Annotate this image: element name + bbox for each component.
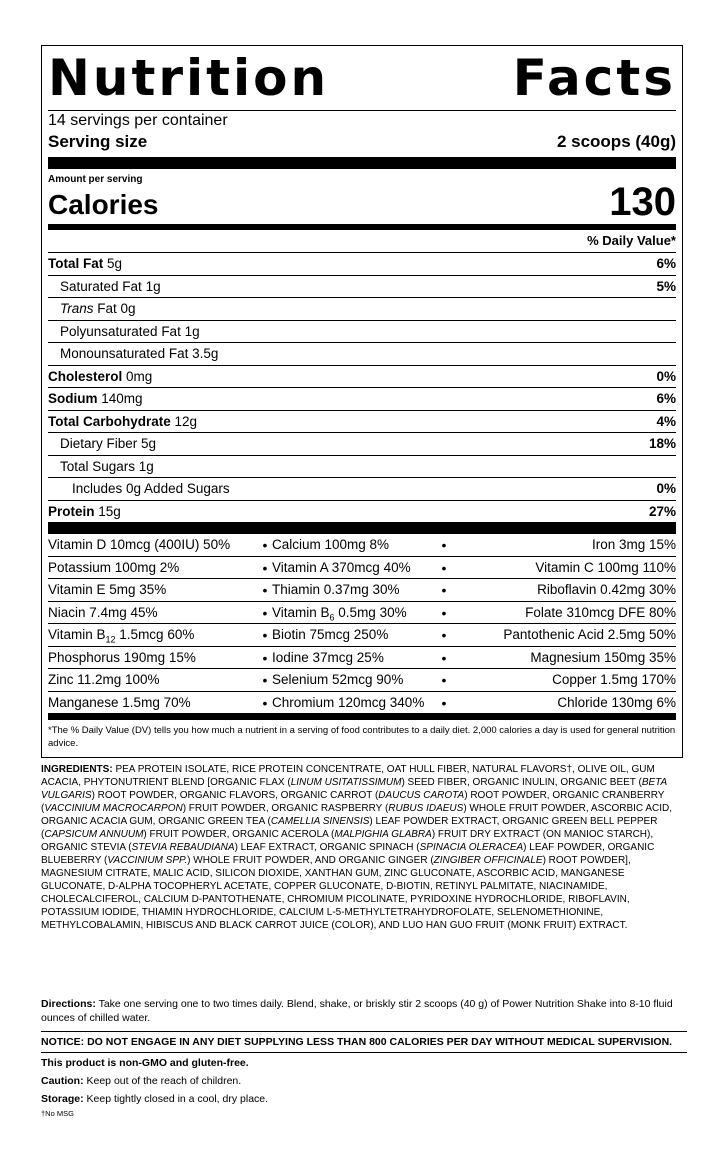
- nutrient-name: Dietary Fiber 5g: [60, 436, 157, 451]
- nutrient-name: Polyunsaturated Fat 1g: [60, 323, 200, 339]
- nutrient-row: [48, 275, 676, 298]
- bullet-separator: •: [437, 534, 451, 557]
- servings-per-container: 14 servings per container: [48, 112, 228, 129]
- bullet-separator: •: [437, 647, 451, 670]
- nutrient-name: Sodium 140mg: [48, 391, 143, 406]
- vitamin-cell: Chromium 120mcg 340%: [272, 692, 437, 715]
- vitamin-cell: Pantothenic Acid 2.5mg 50%: [451, 624, 676, 647]
- nutrient-dv: 5%: [656, 278, 676, 294]
- vitamin-cell: Selenium 52mcg 90%: [272, 669, 437, 692]
- nutrient-row: [48, 320, 676, 343]
- nutrient-name: Monounsaturated Fat 3.5g: [60, 346, 219, 361]
- nutrient-dv: 18%: [648, 436, 676, 451]
- nutrient-row: [48, 365, 676, 388]
- bullet-separator: •: [258, 624, 272, 647]
- caution: Caution: Keep out of the reach of children.: [41, 1075, 242, 1087]
- bullet-separator: •: [258, 647, 272, 670]
- nutrient-dv: 6%: [656, 256, 676, 271]
- vitamin-cell: Manganese 1.5mg 70%: [48, 692, 258, 715]
- non-gmo: This product is non-GMO and gluten-free.: [41, 1057, 249, 1069]
- title-right: Facts: [512, 49, 676, 107]
- bullet-separator: •: [437, 602, 451, 625]
- amount-per-serving: Amount per serving: [48, 174, 143, 185]
- vitamin-cell: Folate 310mcg DFE 80%: [451, 602, 676, 625]
- vitamin-cell: Niacin 7.4mg 45%: [48, 602, 258, 625]
- nutrient-name: Total Carbohydrate 12g: [48, 413, 198, 429]
- vitamin-cell: Biotin 75mcg 250%: [272, 624, 437, 647]
- nutrient-row: [48, 477, 676, 500]
- nutrient-dv: 0%: [656, 481, 676, 496]
- nutrient-row: [48, 500, 676, 523]
- nutrient-name: Total Fat 5g: [48, 256, 123, 271]
- nutrient-row: [48, 432, 676, 455]
- panel-title: [48, 46, 676, 110]
- vitamin-cell: Chloride 130mg 6%: [451, 692, 676, 715]
- nutrient-name: Cholesterol 0mg: [48, 368, 153, 384]
- bullet-separator: •: [437, 669, 451, 692]
- nutrient-dv: 27%: [648, 503, 676, 519]
- nutrient-row: [48, 342, 676, 365]
- nutrient-dv: 4%: [656, 413, 676, 429]
- vitamin-cell: Vitamin $B_{12}$ 1.5mcg 60%: [48, 624, 258, 647]
- bullet-separator: •: [437, 624, 451, 647]
- nutrition-facts-panel: [41, 45, 683, 758]
- nutrient-row: [48, 297, 676, 320]
- vitamin-cell: Vitamin C 100mg 110%: [451, 557, 676, 580]
- nutrient-name: Includes 0g Added Sugars: [72, 481, 230, 496]
- thick-divider: [48, 157, 676, 169]
- extra-info: [41, 1054, 687, 1120]
- vitamin-cell: Potassium 100mg 2%: [48, 557, 258, 580]
- nutrient-row: [48, 387, 676, 410]
- vitamin-cell: Vitamin $B_6$ 0.5mg 30%: [272, 602, 437, 625]
- bullet-separator: •: [258, 579, 272, 602]
- nutrient-dv: 6%: [656, 391, 676, 406]
- nutrient-dv: 0%: [656, 368, 676, 384]
- nutrient-name: Saturated Fat 1g: [60, 278, 161, 294]
- vitamin-cell: Zinc 11.2mg 100%: [48, 669, 258, 692]
- vitamin-cell: Iodine 37mcg 25%: [272, 647, 437, 670]
- nutrient-row: [48, 252, 676, 275]
- storage: Storage: Keep tightly closed in a cool, dry place.: [41, 1093, 269, 1105]
- nutrient-name: Protein 15g: [48, 503, 121, 519]
- vitamin-cell: Vitamin D 10mcg (400IU) 50%: [48, 534, 258, 557]
- nutrient-name: Total Sugars 1g: [60, 458, 154, 474]
- nutrient-list: [48, 252, 676, 522]
- vitamin-cell: Vitamin E 5mg 35%: [48, 579, 258, 602]
- bullet-separator: •: [437, 692, 451, 715]
- directions: Directions: Take one serving one to two times daily. Blend, shake, or briskly stir 2 scoops (40 g) of Power Nutrition Shake into 8-10 fluid ounces of chilled water.: [41, 998, 673, 1024]
- no-msg-note: †No MSG: [41, 1109, 74, 1118]
- nutrient-row: [48, 410, 676, 433]
- bullet-separator: •: [258, 534, 272, 557]
- bullet-separator: •: [437, 557, 451, 580]
- vitamin-cell: Magnesium 150mg 35%: [451, 647, 676, 670]
- serving-size: Serving size 2 scoops (40g): [48, 132, 676, 151]
- vitamin-cell: Iron 3mg 15%: [451, 534, 676, 557]
- notice: NOTICE: DO NOT ENGAGE IN ANY DIET SUPPLYING LESS THAN 800 CALORIES PER DAY WITHOUT MEDICAL SUPERVISION.: [41, 1031, 687, 1053]
- vitamin-cell: Phosphorus 190mg 15%: [48, 647, 258, 670]
- thick-divider-2: [48, 522, 676, 534]
- nutrient-row: [48, 455, 676, 478]
- bullet-separator: •: [437, 579, 451, 602]
- vitamin-cell: Vitamin A 370mcg 40%: [272, 557, 437, 580]
- daily-value-header: % Daily Value*: [587, 233, 676, 248]
- vitamin-grid: [48, 534, 676, 714]
- bullet-separator: •: [258, 692, 272, 715]
- vitamin-cell: Copper 1.5mg 170%: [451, 669, 676, 692]
- vitamin-cell: Thiamin 0.37mg 30%: [272, 579, 437, 602]
- ingredients: INGREDIENTS: PEA PROTEIN ISOLATE, RICE PROTEIN CONCENTRATE, OAT HULL FIBER, NATURAL FLAVORS†, OLIVE OIL, GUM ACACIA, PHYTONUTRIENT BLEND [ORGANIC FLAX (LINUM USITATISSIMUM) SEED FIBER, ORGANIC INULIN, ORGANIC BEET (BETA VULGARIS) ROOT POWDER, ORGANIC FLAVORS, ORGANIC CARROT (DAUCUS CAROTA) ROOT POWDER, ORGANIC CRANBERRY (VACCINIUM MACROCARPON) FRUIT POWDER, ORGANIC RASPBERRY (RUBUS IDAEUS) WHOLE FRUIT POWDER, ASCORBIC ACID, ORGANIC ACACIA GUM, ORGANIC GREEN TEA (CAMELLIA SINENSIS) LEAF POWDER EXTRACT, ORGANIC GREEN BELL PEPPER (CAPSICUM ANNUUM) FRUIT POWDER, ORGANIC ACEROLA (MALPIGHIA GLABRA) FRUIT DRY EXTRACT (ON MANIOC STARCH), ORGANIC STEVIA (STEVIA REBAUDIANA) LEAF EXTRACT, ORGANIC SPINACH (SPINACIA OLERACEA) LEAF POWDER, ORGANIC BLUEBERRY (VACCINIUM SPP.) WHOLE FRUIT POWDER, AND ORGANIC GINGER (ZINGIBER OFFICINALE) ROOT POWDER], MAGNESIUM CITRATE, MALIC ACID, SILICON DIOXIDE, XANTHAN GUM, ZINC GLUCONATE, ASCORBIC ACID, MANGANESE GLUCONATE, D-ALPHA TOCOPHERYL ACETATE, COPPER GLUCONATE, D-BIOTIN, RETINYL PALMITATE, NIACINAMIDE, CHOLECALCIFEROL, CALCIUM D-PANTOTHENATE, CHROMIUM PICOLINATE, PYRIDOXINE HYDROCHLORIDE, RIBOFLAVIN, POTASSIUM IODIDE, THIAMIN HYDROCHLORIDE, CALCIUM L-5-METHYLTETRAHYDROFOLATE, SELENOMETHIONINE, METHYLCOBALAMIN, HIBISCUS AND BLACK CARROT JUICE (COLOR), AND LUO HAN GUO FRUIT (MONK FRUIT) EXTRACT.: [41, 764, 673, 931]
- vitamin-cell: Riboflavin 0.42mg 30%: [451, 579, 676, 602]
- bullet-separator: •: [258, 669, 272, 692]
- nutrient-name: Trans Fat 0g: [60, 301, 136, 316]
- vitamin-cell: Calcium 100mg 8%: [272, 534, 437, 557]
- ingredients-text: PEA PROTEIN ISOLATE, RICE PROTEIN CONCENTRATE, OAT HULL FIBER, NATURAL FLAVORS†, OLIVE OIL, GUM ACACIA, PHYTONUTRIENT BLEND [ORGANIC FLAX (LINUM USITATISSIMUM) SEED FIBER, ORGANIC INULIN, ORGANIC BEET (BETA VULGARIS) ROOT POWDER, ORGANIC FLAVORS, ORGANIC CARROT (DAUCUS CAROTA) ROOT POWDER, ORGANIC CRANBERRY (VACCINIUM MACROCARPON) FRUIT POWDER, ORGANIC RASPBERRY (RUBUS IDAEUS) WHOLE FRUIT POWDER, ASCORBIC ACID, ORGANIC ACACIA GUM, ORGANIC GREEN TEA (CAMELLIA SINENSIS) LEAF POWDER EXTRACT, ORGANIC GREEN BELL PEPPER (CAPSICUM ANNUUM) FRUIT POWDER, ORGANIC ACEROLA (MALPIGHIA GLABRA) FRUIT DRY EXTRACT (ON MANIOC STARCH), ORGANIC STEVIA (STEVIA REBAUDIANA) LEAF EXTRACT, ORGANIC SPINACH (SPINACIA OLERACEA) LEAF POWDER, ORGANIC BLUEBERRY (VACCINIUM SPP.) WHOLE FRUIT POWDER, AND ORGANIC GINGER (ZINGIBER OFFICINALE) ROOT POWDER], MAGNESIUM CITRATE, MALIC ACID, SILICON DIOXIDE, XANTHAN GUM, ZINC GLUCONATE, ASCORBIC ACID, MANGANESE GLUCONATE, D-ALPHA TOCOPHERYL ACETATE, COPPER GLUCONATE, D-BIOTIN, RETINYL PALMITATE, NIACINAMIDE, CHOLECALCIFEROL, CALCIUM D-PANTOTHENATE, CHROMIUM PICOLINATE, PYRIDOXINE HYDROCHLORIDE, RIBOFLAVIN, POTASSIUM IODIDE, THIAMIN HYDROCHLORIDE, CALCIUM L-5-METHYLTETRAHYDROFOLATE, SELENOMETHIONINE, METHYLCOBALAMIN, HIBISCUS AND BLACK CARROT JUICE (COLOR), AND LUO HAN GUO FRUIT (MONK FRUIT) EXTRACT.: [41, 764, 673, 931]
- bullet-separator: •: [258, 602, 272, 625]
- calories-row: Calories 130: [48, 180, 676, 224]
- dv-footnote: *The % Daily Value (DV) tells you how much a nutrient in a serving of food contributes to a daily diet. 2,000 calories a day is used for general nutrition advice.: [48, 725, 676, 749]
- bullet-separator: •: [258, 557, 272, 580]
- title-left: Nutrition: [48, 49, 330, 107]
